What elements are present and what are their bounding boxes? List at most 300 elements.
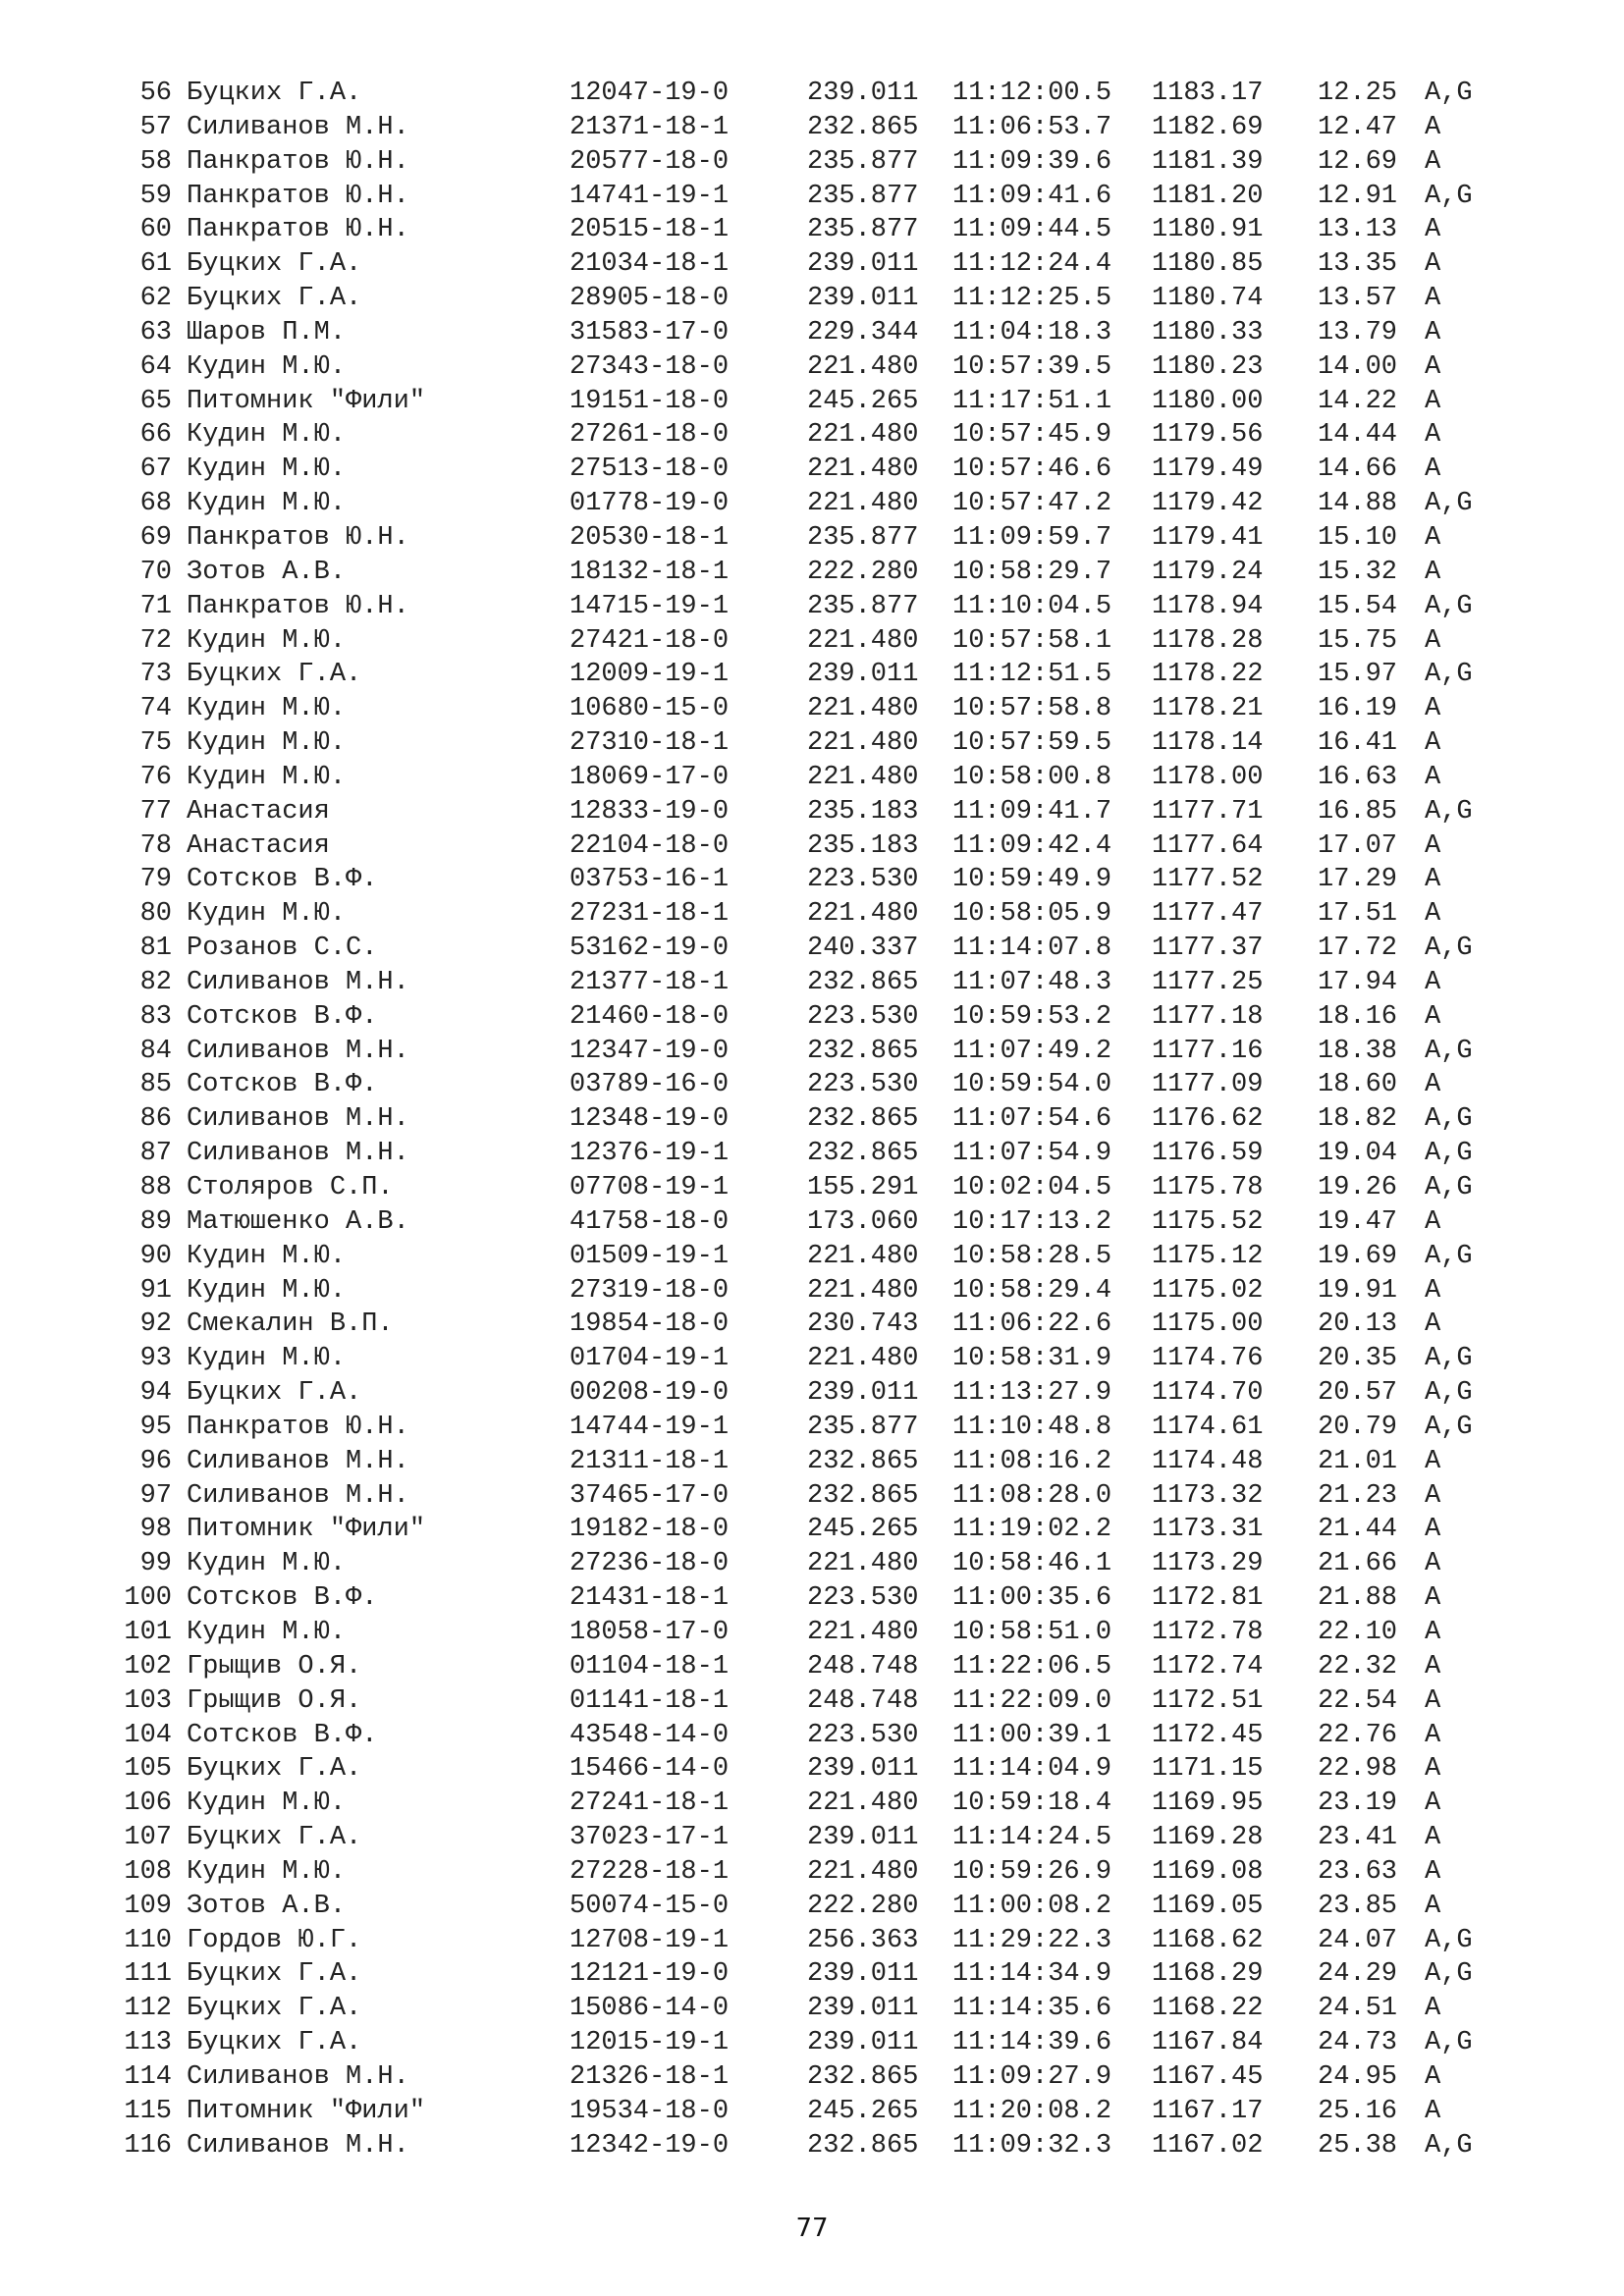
distance-cell: 221.480 [807, 1856, 919, 1887]
ring-number-cell: 01141-18-1 [569, 1685, 730, 1716]
points-cell: 24.51 [1318, 1994, 1398, 2024]
category-cell: A [1425, 317, 1441, 347]
points-cell: 14.44 [1318, 420, 1398, 451]
ring-number-cell: 21311-18-1 [569, 1446, 730, 1476]
owner-name-cell: Столяров С.П. [187, 1173, 394, 1202]
ring-number-cell: 18069-17-0 [569, 762, 730, 792]
owner-name-cell: Силиванов М.Н. [187, 2061, 409, 2092]
distance-cell: 229.344 [807, 317, 919, 347]
rank-cell: 81 [139, 934, 172, 964]
speed-cell: 1172.81 [1152, 1583, 1264, 1614]
rank-cell: 67 [139, 454, 172, 485]
result-row [108, 1787, 1502, 1821]
result-row [108, 1924, 1502, 1958]
distance-cell: 221.480 [807, 762, 919, 792]
ring-number-cell: 21326-18-1 [569, 2061, 730, 2092]
category-cell: A,G [1425, 181, 1473, 211]
result-row [108, 282, 1502, 316]
distance-cell: 232.865 [807, 1480, 919, 1511]
distance-cell: 239.011 [807, 1994, 919, 2024]
points-cell: 15.10 [1318, 522, 1398, 553]
distance-cell: 239.011 [807, 1378, 919, 1409]
result-row [108, 829, 1502, 864]
result-row [108, 1719, 1502, 1753]
arrival-time-cell: 11:08:16.2 [952, 1446, 1112, 1476]
owner-name-cell: Кудин М.Ю. [187, 762, 347, 792]
points-cell: 19.26 [1318, 1173, 1398, 1202]
points-cell: 25.16 [1318, 2096, 1398, 2126]
speed-cell: 1167.02 [1152, 2130, 1264, 2161]
owner-name-cell: Кудин М.Ю. [187, 899, 347, 930]
speed-cell: 1173.31 [1152, 1515, 1264, 1545]
category-cell: A [1425, 830, 1441, 861]
ring-number-cell: 21034-18-1 [569, 249, 730, 280]
category-cell: A [1425, 146, 1441, 177]
category-cell: A [1425, 1549, 1441, 1579]
points-cell: 20.13 [1318, 1309, 1398, 1340]
result-row [108, 1616, 1502, 1650]
rank-cell: 105 [124, 1754, 172, 1785]
ring-number-cell: 12342-19-0 [569, 2130, 730, 2161]
distance-cell: 222.280 [807, 557, 919, 587]
points-cell: 19.04 [1318, 1139, 1398, 1169]
points-cell: 19.91 [1318, 1275, 1398, 1306]
result-row [108, 2026, 1502, 2060]
arrival-time-cell: 11:14:39.6 [952, 2028, 1112, 2058]
ring-number-cell: 19534-18-0 [569, 2096, 730, 2126]
distance-cell: 221.480 [807, 694, 919, 724]
distance-cell: 223.530 [807, 1720, 919, 1750]
speed-cell: 1169.05 [1152, 1891, 1264, 1921]
distance-cell: 235.877 [807, 146, 919, 177]
result-row [108, 1342, 1502, 1376]
category-cell: A [1425, 899, 1441, 930]
result-row [108, 556, 1502, 590]
rank-cell: 59 [139, 181, 172, 211]
arrival-time-cell: 11:07:48.3 [952, 967, 1112, 997]
rank-cell: 56 [139, 79, 172, 108]
arrival-time-cell: 11:12:24.4 [952, 249, 1112, 280]
rank-cell: 115 [124, 2096, 172, 2126]
category-cell: A,G [1425, 1344, 1473, 1374]
result-row [108, 213, 1502, 247]
owner-name-cell: Силиванов М.Н. [187, 967, 409, 997]
points-cell: 17.29 [1318, 865, 1398, 895]
result-row [108, 2095, 1502, 2129]
category-cell: A [1425, 694, 1441, 724]
speed-cell: 1181.20 [1152, 181, 1264, 211]
ring-number-cell: 21460-18-0 [569, 1001, 730, 1032]
rank-cell: 114 [124, 2061, 172, 2092]
rank-cell: 76 [139, 762, 172, 792]
speed-cell: 1173.29 [1152, 1549, 1264, 1579]
result-row [108, 1890, 1502, 1924]
result-row [108, 350, 1502, 385]
distance-cell: 221.480 [807, 1275, 919, 1306]
owner-name-cell: Кудин М.Ю. [187, 728, 347, 759]
speed-cell: 1172.51 [1152, 1685, 1264, 1716]
rank-cell: 82 [139, 967, 172, 997]
rank-cell: 104 [124, 1720, 172, 1750]
rank-cell: 61 [139, 249, 172, 280]
speed-cell: 1182.69 [1152, 112, 1264, 142]
result-row [108, 1102, 1502, 1137]
ring-number-cell: 37465-17-0 [569, 1480, 730, 1511]
ring-number-cell: 27319-18-0 [569, 1275, 730, 1306]
speed-cell: 1173.32 [1152, 1480, 1264, 1511]
rank-cell: 102 [124, 1651, 172, 1682]
points-cell: 24.95 [1318, 2061, 1398, 2092]
rank-cell: 103 [124, 1685, 172, 1716]
result-row [108, 2060, 1502, 2095]
owner-name-cell: Кудин М.Ю. [187, 1241, 347, 1271]
rank-cell: 62 [139, 284, 172, 314]
arrival-time-cell: 10:59:26.9 [952, 1856, 1112, 1887]
rank-cell: 96 [139, 1446, 172, 1476]
points-cell: 21.88 [1318, 1583, 1398, 1614]
speed-cell: 1183.17 [1152, 79, 1264, 108]
points-cell: 22.76 [1318, 1720, 1398, 1750]
arrival-time-cell: 11:22:09.0 [952, 1685, 1112, 1716]
result-row [108, 418, 1502, 453]
points-cell: 14.88 [1318, 489, 1398, 519]
rank-cell: 64 [139, 351, 172, 382]
owner-name-cell: Буцких Г.А. [187, 1959, 362, 1990]
points-cell: 16.19 [1318, 694, 1398, 724]
owner-name-cell: Кудин М.Ю. [187, 1549, 347, 1579]
category-cell: A,G [1425, 2130, 1473, 2161]
ring-number-cell: 12348-19-0 [569, 1104, 730, 1135]
owner-name-cell: Смекалин В.П. [187, 1309, 394, 1340]
arrival-time-cell: 11:00:39.1 [952, 1720, 1112, 1750]
rank-cell: 69 [139, 522, 172, 553]
speed-cell: 1172.78 [1152, 1617, 1264, 1647]
ring-number-cell: 21377-18-1 [569, 967, 730, 997]
owner-name-cell: Анастасия [187, 830, 330, 861]
owner-name-cell: Зотов А.В. [187, 1891, 347, 1921]
points-cell: 15.32 [1318, 557, 1398, 587]
arrival-time-cell: 11:09:44.5 [952, 215, 1112, 245]
speed-cell: 1172.74 [1152, 1651, 1264, 1682]
speed-cell: 1179.42 [1152, 489, 1264, 519]
owner-name-cell: Буцких Г.А. [187, 2028, 362, 2058]
arrival-time-cell: 11:07:54.6 [952, 1104, 1112, 1135]
owner-name-cell: Анастасия [187, 796, 330, 827]
category-cell: A [1425, 1583, 1441, 1614]
distance-cell: 245.265 [807, 1515, 919, 1545]
rank-cell: 74 [139, 694, 172, 724]
arrival-time-cell: 10:59:54.0 [952, 1070, 1112, 1100]
speed-cell: 1179.24 [1152, 557, 1264, 587]
speed-cell: 1169.28 [1152, 1823, 1264, 1853]
distance-cell: 235.877 [807, 1412, 919, 1442]
distance-cell: 221.480 [807, 420, 919, 451]
points-cell: 14.22 [1318, 386, 1398, 416]
arrival-time-cell: 11:10:48.8 [952, 1412, 1112, 1442]
result-row [108, 1547, 1502, 1581]
owner-name-cell: Силиванов М.Н. [187, 1104, 409, 1135]
category-cell: A [1425, 1515, 1441, 1545]
points-cell: 16.85 [1318, 796, 1398, 827]
category-cell: A [1425, 112, 1441, 142]
owner-name-cell: Питомник "Фили" [187, 2096, 426, 2126]
rank-cell: 94 [139, 1378, 172, 1409]
distance-cell: 223.530 [807, 1583, 919, 1614]
result-row [108, 692, 1502, 726]
rank-cell: 90 [139, 1241, 172, 1271]
speed-cell: 1177.16 [1152, 1036, 1264, 1066]
owner-name-cell: Силиванов М.Н. [187, 1139, 409, 1169]
points-cell: 13.79 [1318, 317, 1398, 347]
points-cell: 17.07 [1318, 830, 1398, 861]
distance-cell: 232.865 [807, 1139, 919, 1169]
result-row [108, 180, 1502, 214]
rank-cell: 92 [139, 1309, 172, 1340]
category-cell: A [1425, 1994, 1441, 2024]
category-cell: A [1425, 2061, 1441, 2092]
speed-cell: 1175.52 [1152, 1206, 1264, 1237]
owner-name-cell: Питомник "Фили" [187, 386, 426, 416]
distance-cell: 221.480 [807, 1549, 919, 1579]
arrival-time-cell: 11:09:27.9 [952, 2061, 1112, 2092]
points-cell: 22.54 [1318, 1685, 1398, 1716]
ring-number-cell: 03753-16-1 [569, 865, 730, 895]
points-cell: 18.60 [1318, 1070, 1398, 1100]
ring-number-cell: 14715-19-1 [569, 591, 730, 621]
points-cell: 17.51 [1318, 899, 1398, 930]
ring-number-cell: 20515-18-1 [569, 215, 730, 245]
owner-name-cell: Кудин М.Ю. [187, 420, 347, 451]
arrival-time-cell: 11:17:51.1 [952, 386, 1112, 416]
arrival-time-cell: 11:07:54.9 [952, 1139, 1112, 1169]
result-row [108, 1035, 1502, 1069]
arrival-time-cell: 10:58:51.0 [952, 1617, 1112, 1647]
rank-cell: 72 [139, 625, 172, 656]
result-row [108, 247, 1502, 282]
rank-cell: 109 [124, 1891, 172, 1921]
category-cell: A,G [1425, 1959, 1473, 1990]
distance-cell: 239.011 [807, 1823, 919, 1853]
speed-cell: 1176.59 [1152, 1139, 1264, 1169]
result-row [108, 1445, 1502, 1479]
speed-cell: 1167.84 [1152, 2028, 1264, 2058]
owner-name-cell: Кудин М.Ю. [187, 1789, 347, 1819]
distance-cell: 221.480 [807, 1344, 919, 1374]
ring-number-cell: 27228-18-1 [569, 1856, 730, 1887]
ring-number-cell: 53162-19-0 [569, 934, 730, 964]
ring-number-cell: 41758-18-0 [569, 1206, 730, 1237]
points-cell: 17.72 [1318, 934, 1398, 964]
owner-name-cell: Панкратов Ю.Н. [187, 215, 409, 245]
arrival-time-cell: 11:13:27.9 [952, 1378, 1112, 1409]
owner-name-cell: Панкратов Ю.Н. [187, 522, 409, 553]
ring-number-cell: 18132-18-1 [569, 557, 730, 587]
category-cell: A,G [1425, 796, 1473, 827]
ring-number-cell: 03789-16-0 [569, 1070, 730, 1100]
distance-cell: 221.480 [807, 1617, 919, 1647]
speed-cell: 1180.85 [1152, 249, 1264, 280]
owner-name-cell: Панкратов Ю.Н. [187, 181, 409, 211]
speed-cell: 1177.47 [1152, 899, 1264, 930]
points-cell: 20.35 [1318, 1344, 1398, 1374]
points-cell: 23.85 [1318, 1891, 1398, 1921]
category-cell: A,G [1425, 1412, 1473, 1442]
speed-cell: 1172.45 [1152, 1720, 1264, 1750]
category-cell: A [1425, 1720, 1441, 1750]
result-row [108, 761, 1502, 795]
owner-name-cell: Сотсков В.Ф. [187, 1720, 378, 1750]
category-cell: A,G [1425, 591, 1473, 621]
category-cell: A [1425, 1823, 1441, 1853]
category-cell: A [1425, 1685, 1441, 1716]
ring-number-cell: 27513-18-0 [569, 454, 730, 485]
points-cell: 18.38 [1318, 1036, 1398, 1066]
distance-cell: 239.011 [807, 79, 919, 108]
category-cell: A [1425, 728, 1441, 759]
category-cell: A [1425, 2096, 1441, 2126]
arrival-time-cell: 10:02:04.5 [952, 1173, 1112, 1202]
category-cell: A,G [1425, 934, 1473, 964]
result-row [108, 487, 1502, 521]
category-cell: A [1425, 1789, 1441, 1819]
rank-cell: 83 [139, 1001, 172, 1032]
arrival-time-cell: 11:12:25.5 [952, 284, 1112, 314]
arrival-time-cell: 10:57:46.6 [952, 454, 1112, 485]
arrival-time-cell: 11:22:06.5 [952, 1651, 1112, 1682]
ring-number-cell: 00208-19-0 [569, 1378, 730, 1409]
speed-cell: 1180.23 [1152, 351, 1264, 382]
category-cell: A [1425, 762, 1441, 792]
category-cell: A [1425, 249, 1441, 280]
arrival-time-cell: 11:09:41.6 [952, 181, 1112, 211]
result-row [108, 1513, 1502, 1547]
speed-cell: 1180.33 [1152, 317, 1264, 347]
distance-cell: 221.480 [807, 899, 919, 930]
rank-cell: 68 [139, 489, 172, 519]
owner-name-cell: Силиванов М.Н. [187, 1036, 409, 1066]
result-row [108, 1308, 1502, 1342]
owner-name-cell: Розанов С.С. [187, 934, 378, 964]
rank-cell: 97 [139, 1480, 172, 1511]
category-cell: A [1425, 1651, 1441, 1682]
distance-cell: 222.280 [807, 1891, 919, 1921]
points-cell: 24.73 [1318, 2028, 1398, 2058]
ring-number-cell: 31583-17-0 [569, 317, 730, 347]
arrival-time-cell: 11:14:04.9 [952, 1754, 1112, 1785]
points-cell: 12.91 [1318, 181, 1398, 211]
arrival-time-cell: 10:57:45.9 [952, 420, 1112, 451]
points-cell: 17.94 [1318, 967, 1398, 997]
result-row [108, 2129, 1502, 2163]
distance-cell: 239.011 [807, 1754, 919, 1785]
distance-cell: 221.480 [807, 351, 919, 382]
speed-cell: 1177.09 [1152, 1070, 1264, 1100]
category-cell: A [1425, 1891, 1441, 1921]
result-row [108, 863, 1502, 897]
speed-cell: 1177.25 [1152, 967, 1264, 997]
owner-name-cell: Буцких Г.А. [187, 660, 362, 690]
category-cell: A,G [1425, 2028, 1473, 2058]
speed-cell: 1168.22 [1152, 1994, 1264, 2024]
arrival-time-cell: 10:57:58.8 [952, 694, 1112, 724]
rank-cell: 112 [124, 1994, 172, 2024]
points-cell: 23.63 [1318, 1856, 1398, 1887]
arrival-time-cell: 11:19:02.2 [952, 1515, 1112, 1545]
result-row [108, 77, 1502, 111]
speed-cell: 1178.28 [1152, 625, 1264, 656]
distance-cell: 235.877 [807, 181, 919, 211]
distance-cell: 221.480 [807, 489, 919, 519]
distance-cell: 232.865 [807, 1104, 919, 1135]
category-cell: A,G [1425, 660, 1473, 690]
rank-cell: 108 [124, 1856, 172, 1887]
arrival-time-cell: 11:09:32.3 [952, 2130, 1112, 2161]
rank-cell: 86 [139, 1104, 172, 1135]
speed-cell: 1175.78 [1152, 1173, 1264, 1202]
arrival-time-cell: 11:09:41.7 [952, 796, 1112, 827]
ring-number-cell: 20530-18-1 [569, 522, 730, 553]
owner-name-cell: Буцких Г.А. [187, 1378, 362, 1409]
category-cell: A [1425, 1446, 1441, 1476]
points-cell: 16.63 [1318, 762, 1398, 792]
result-row [108, 1821, 1502, 1855]
arrival-time-cell: 10:59:53.2 [952, 1001, 1112, 1032]
ring-number-cell: 12009-19-1 [569, 660, 730, 690]
category-cell: A [1425, 1309, 1441, 1340]
distance-cell: 235.877 [807, 215, 919, 245]
points-cell: 25.38 [1318, 2130, 1398, 2161]
rank-cell: 101 [124, 1617, 172, 1647]
speed-cell: 1179.41 [1152, 522, 1264, 553]
speed-cell: 1179.56 [1152, 420, 1264, 451]
arrival-time-cell: 11:20:08.2 [952, 2096, 1112, 2126]
speed-cell: 1167.17 [1152, 2096, 1264, 2126]
distance-cell: 240.337 [807, 934, 919, 964]
result-row [108, 1855, 1502, 1890]
distance-cell: 248.748 [807, 1651, 919, 1682]
arrival-time-cell: 11:06:53.7 [952, 112, 1112, 142]
points-cell: 21.23 [1318, 1480, 1398, 1511]
speed-cell: 1176.62 [1152, 1104, 1264, 1135]
arrival-time-cell: 11:07:49.2 [952, 1036, 1112, 1066]
rank-cell: 70 [139, 557, 172, 587]
speed-cell: 1178.00 [1152, 762, 1264, 792]
rank-cell: 98 [139, 1515, 172, 1545]
speed-cell: 1171.15 [1152, 1754, 1264, 1785]
rank-cell: 88 [139, 1173, 172, 1202]
speed-cell: 1177.18 [1152, 1001, 1264, 1032]
distance-cell: 232.865 [807, 2061, 919, 2092]
rank-cell: 63 [139, 317, 172, 347]
rank-cell: 75 [139, 728, 172, 759]
points-cell: 16.41 [1318, 728, 1398, 759]
category-cell: A [1425, 1206, 1441, 1237]
ring-number-cell: 21371-18-1 [569, 112, 730, 142]
results-list [108, 77, 1502, 2163]
distance-cell: 232.865 [807, 112, 919, 142]
ring-number-cell: 27343-18-0 [569, 351, 730, 382]
arrival-time-cell: 11:10:04.5 [952, 591, 1112, 621]
distance-cell: 239.011 [807, 660, 919, 690]
ring-number-cell: 27231-18-1 [569, 899, 730, 930]
ring-number-cell: 15086-14-0 [569, 1994, 730, 2024]
category-cell: A,G [1425, 1241, 1473, 1271]
category-cell: A,G [1425, 1173, 1473, 1202]
ring-number-cell: 12015-19-1 [569, 2028, 730, 2058]
ring-number-cell: 01778-19-0 [569, 489, 730, 519]
distance-cell: 239.011 [807, 284, 919, 314]
arrival-time-cell: 11:12:00.5 [952, 79, 1112, 108]
